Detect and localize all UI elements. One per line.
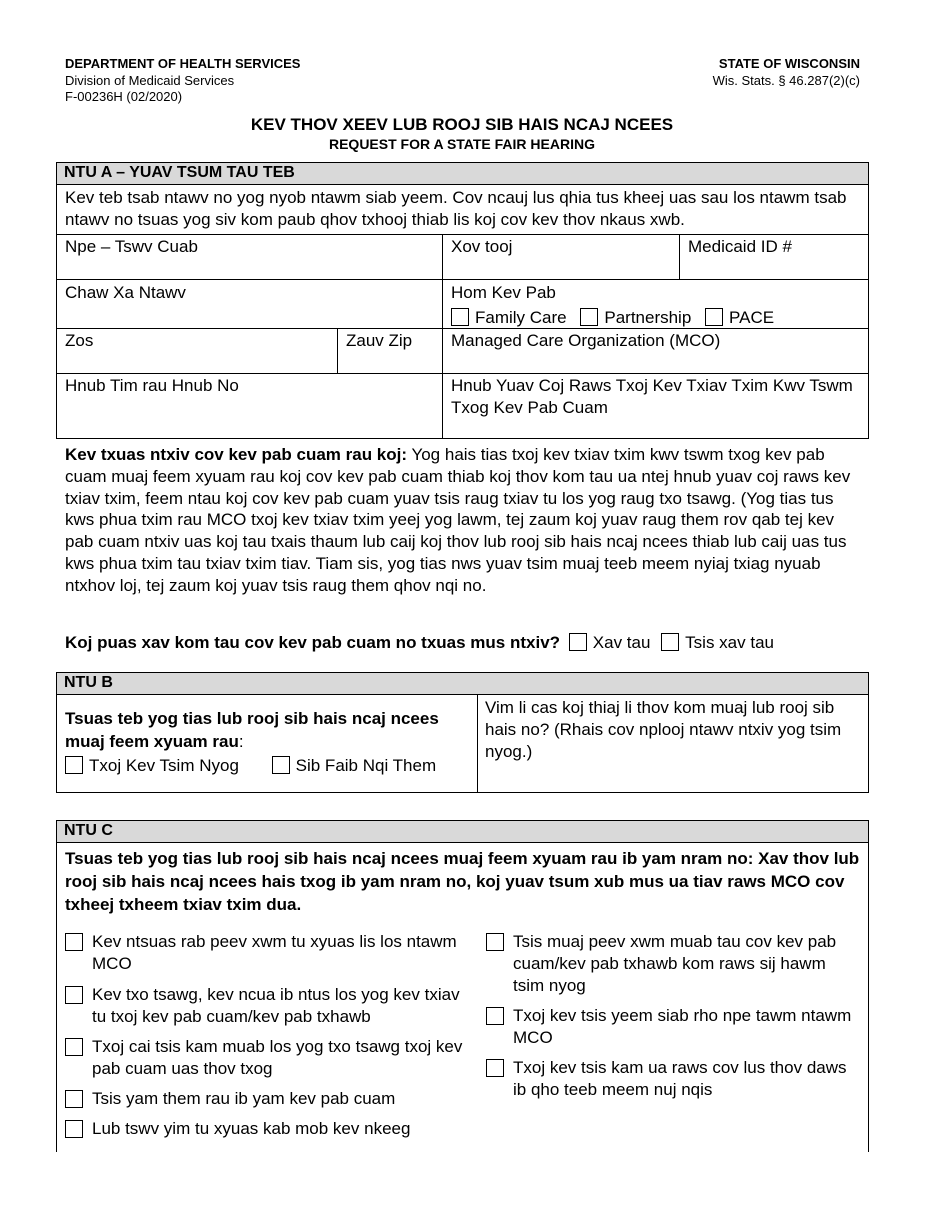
continue-services-text: Yog hais tias txoj kev txiav txim kwv tswm txog kev pab cuam muaj feem xyuam rau koj cov kev pab cuam thiab koj thov kom tau ua ntej hnub yuav coj raws kev txiav txim, feem ntau koj cov kev pab cuam yuav tsis raug txiav tu los yog raug txo tsawg. (Yog tias tus kws phua txim rau MCO txoj kev txiav txim yeej yog lawm, tej zaum koj yuav raug them rov qab tej kev pab cuam ntxiv uas koj tau txais thaum lub caij koj thov lub rooj sib hais ncaj ncees thiab lub caij uas tus kws phua txim tau txiav txim tiav. Tiam sis, yog tias nws yuav tsim muaj teeb meem nyiaj txiag nyuab ntxhov loj, tej zaum koj yuav tsis raug them qhov nqi no. [65,445,851,595]
program-options [451,307,774,329]
section-c-heading: NTU C [56,820,869,843]
form-title: KEV THOV XEEV LUB ROOJ SIB HAIS NCAJ NCEES [250,115,674,134]
family-care-checkbox[interactable] [451,308,469,326]
continue-no-label: Tsis xav tau [685,633,774,652]
cost-share-checkbox[interactable] [272,756,290,774]
form-subtitle: REQUEST FOR A STATE FAIR HEARING [328,136,595,152]
c-left-item-2: Kev txo tsawg, kev ncua ib ntus los yog kev txiav tu txoj kev pab cuam/kev pab txhawb [65,984,465,1028]
c-right-item-2: Txoj kev tsis yeem siab rho npe tawm ntawm MCO [486,1005,856,1049]
section-c-instruction: Tsuas teb yog tias lub rooj sib hais ncaj ncees muaj feem xyuam rau ib yam nram no: Xav thov lub rooj sib hais ncaj ncees hais txog ib yam nram no, koj yuav tsum xub mus ua tiav raws MCO cov txheej txheem txiav txim dua. [65,849,860,914]
c-right-item-2-checkbox[interactable] [486,1007,504,1025]
section-b-heading: NTU B [56,672,869,695]
continue-services-question-row [65,632,774,654]
action-date-field[interactable]: Hnub Yuav Coj Raws Txoj Kev Txiav Txim Kwv Tswm Txog Kev Pab Cuam [451,376,853,417]
c-left-item-4-checkbox[interactable] [65,1090,83,1108]
c-left-item-5: Lub tswv yim tu xyuas kab mob kev nkeeg [65,1118,465,1140]
statute-ref: Wis. Stats. § 46.287(2)(c) [712,72,860,88]
section-b-options [65,755,436,777]
pace-label: PACE [729,308,775,327]
header-left [65,56,300,106]
continue-services-question: Koj puas xav kom tau cov kev pab cuam no txuas mus ntxiv? [65,633,561,652]
c-left-item-1-checkbox[interactable] [65,933,83,951]
continue-services-paragraph [65,444,865,597]
phone-number-field[interactable]: Xov tooj [451,237,513,256]
city-field[interactable]: Zos [65,331,94,350]
division-name: Division of Medicaid Services [65,72,235,88]
section-b-question: Tsuas teb yog tias lub rooj sib hais ncaj ncees muaj feem xyuam rau: [65,709,439,751]
continue-yes-label: Xav tau [592,633,651,652]
member-name-field[interactable]: Npe – Tswv Cuab [65,237,198,256]
eligibility-label: Txoj Kev Tsim Nyog [89,756,239,775]
eligibility-checkbox[interactable] [65,756,83,774]
c-right-item-3: Txoj kev tsis kam ua raws cov lus thov daws ib qho teeb meem nuj nqis [486,1057,856,1101]
section-a-heading: NTU A – YUAV TSUM TAU TEB [56,162,869,185]
medicaid-id-field[interactable]: Medicaid ID # [688,237,792,256]
c-left-item-5-checkbox[interactable] [65,1120,83,1138]
c-right-item-3-checkbox[interactable] [486,1059,504,1077]
c-left-item-4: Tsis yam them rau ib yam kev pab cuam [65,1088,465,1110]
c-left-item-2-checkbox[interactable] [65,986,83,1004]
address-field[interactable]: Chaw Xa Ntawv [65,283,186,302]
section-a-intro: Kev teb tsab ntawv no yog nyob ntawm siab yeem. Cov ncauj lus qhia tus kheej uas sau los ntawm tsab ntawv no tsuas yog siv kom paub qhov txhooj thiab lis koj cov kev thov nkaus xwb. [65,188,847,229]
pace-checkbox[interactable] [705,308,723,326]
continue-yes-checkbox[interactable] [569,633,587,651]
zip-field[interactable]: Zauv Zip [346,331,413,350]
c-left-item-1: Kev ntsuas rab peev xwm tu xyuas lis los ntawm MCO [65,931,465,975]
state-name: STATE OF WISCONSIN [718,56,860,71]
c-right-item-1-checkbox[interactable] [486,933,504,951]
program-label: Hom Kev Pab [451,283,556,302]
continue-no-checkbox[interactable] [661,633,679,651]
c-left-item-3-checkbox[interactable] [65,1038,83,1056]
family-care-label: Family Care [475,308,567,327]
form-id: F-00236H (02/2020) [65,89,183,104]
department-name: DEPARTMENT OF HEALTH SERVICES [65,56,301,71]
header-right [713,56,860,89]
c-right-item-1: Tsis muaj peev xwm muab tau cov kev pab cuam/kev pab txhawb kom raws sij hawm tsim nyog [486,931,856,997]
mco-field[interactable]: Managed Care Organization (MCO) [451,331,721,350]
c-left-item-3: Txoj cai tsis kam muab los yog txo tsawg txoj kev pab cuam uas thov txog [65,1036,470,1080]
continue-services-label: Kev txuas ntxiv cov kev pab cuam rau koj: [65,445,408,464]
hearing-reason-field[interactable]: Vim li cas koj thiaj li thov kom muaj lub rooj sib hais no? (Rhais cov nplooj ntawv ntxiv yog tsim nyog.) [485,698,842,761]
partnership-label: Partnership [604,308,692,327]
today-date-field[interactable]: Hnub Tim rau Hnub No [65,376,239,395]
partnership-checkbox[interactable] [580,308,598,326]
cost-share-label: Sib Faib Nqi Them [295,756,437,775]
